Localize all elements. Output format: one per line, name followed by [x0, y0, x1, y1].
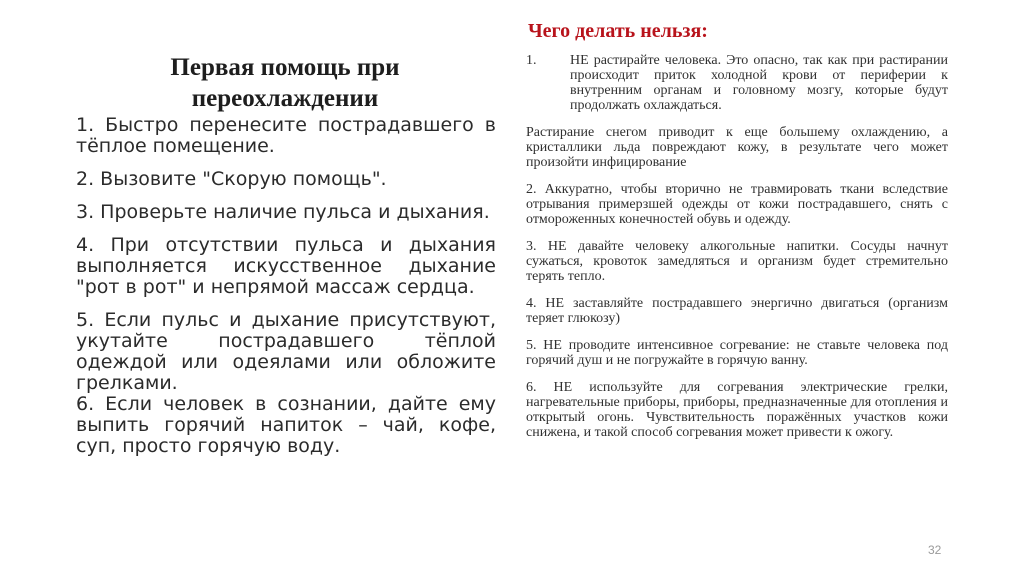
first-aid-step-2: 2. Вызовите "Скорую помощь". [76, 168, 387, 190]
page-number: 32 [928, 543, 942, 557]
prohibition-5: 5. НЕ проводите интенсивное согревание: не ставьте человека под горячий душ и не погружайте в горячую ванну. [526, 338, 948, 368]
first-aid-list [76, 115, 496, 469]
first-aid-step-5: 5. Если пульс и дыхание присутствуют, укутайте пострадавшего тёплой одеждой или одеялами или обложите грелками. [76, 309, 496, 394]
left-title: Первая помощь при переохлаждении [170, 54, 400, 112]
first-aid-step-4: 4. При отсутствии пульса и дыхания выполняется искусственное дыхание "рот в рот" и непрямой массаж сердца. [76, 234, 496, 298]
prohibition-2: 2. Аккуратно, чтобы вторично не травмировать ткани вследствие отрывания примерзшей одежды от кожи пострадавшего, снять с отмороженных конечностей обувь и одежду. [526, 182, 948, 227]
prohibition-4: 4. НЕ заставляйте пострадавшего энергично двигаться (организм теряет глюкозу) [526, 296, 948, 326]
prohibition-6: 6. НЕ используйте для согревания электрические грелки, нагревательные приборы, приборы, предназначенные для отопления и открытый огонь. Чувствительность поражённых участков кожи снижена, и такой способ согревания может привести к ожогу. [526, 380, 948, 440]
prohibition-1-number: 1. [526, 53, 537, 68]
prohibition-3: 3. НЕ давайте человеку алкогольные напитки. Сосуды начнут сужаться, кровоток замедляться и организм будет стремительно терять тепло. [526, 239, 948, 284]
first-aid-step-1: 1. Быстро перенесите пострадавшего в тёплое помещение. [76, 114, 496, 157]
prohibitions-list [526, 53, 948, 452]
first-aid-step-3: 3. Проверьте наличие пульса и дыхания. [76, 201, 490, 223]
first-aid-step-6: 6. Если человек в сознании, дайте ему выпить горячий напиток – чай, кофе, суп, просто горячую воду. [76, 393, 496, 457]
prohibition-1-text: НЕ растирайте человека. Это опасно, так как при растирании происходит приток холодной крови от периферии к внутренним органам и головному мозгу, которые будут продолжать охлаждаться. [570, 53, 948, 113]
right-title: Чего делать нельзя: [528, 20, 708, 42]
prohibition-1 [526, 53, 948, 113]
prohibition-note: Растирание снегом приводит к еще большему охлаждению, а кристаллики льда повреждают кожу, в результате чего может произойти инфицирование [526, 125, 948, 170]
